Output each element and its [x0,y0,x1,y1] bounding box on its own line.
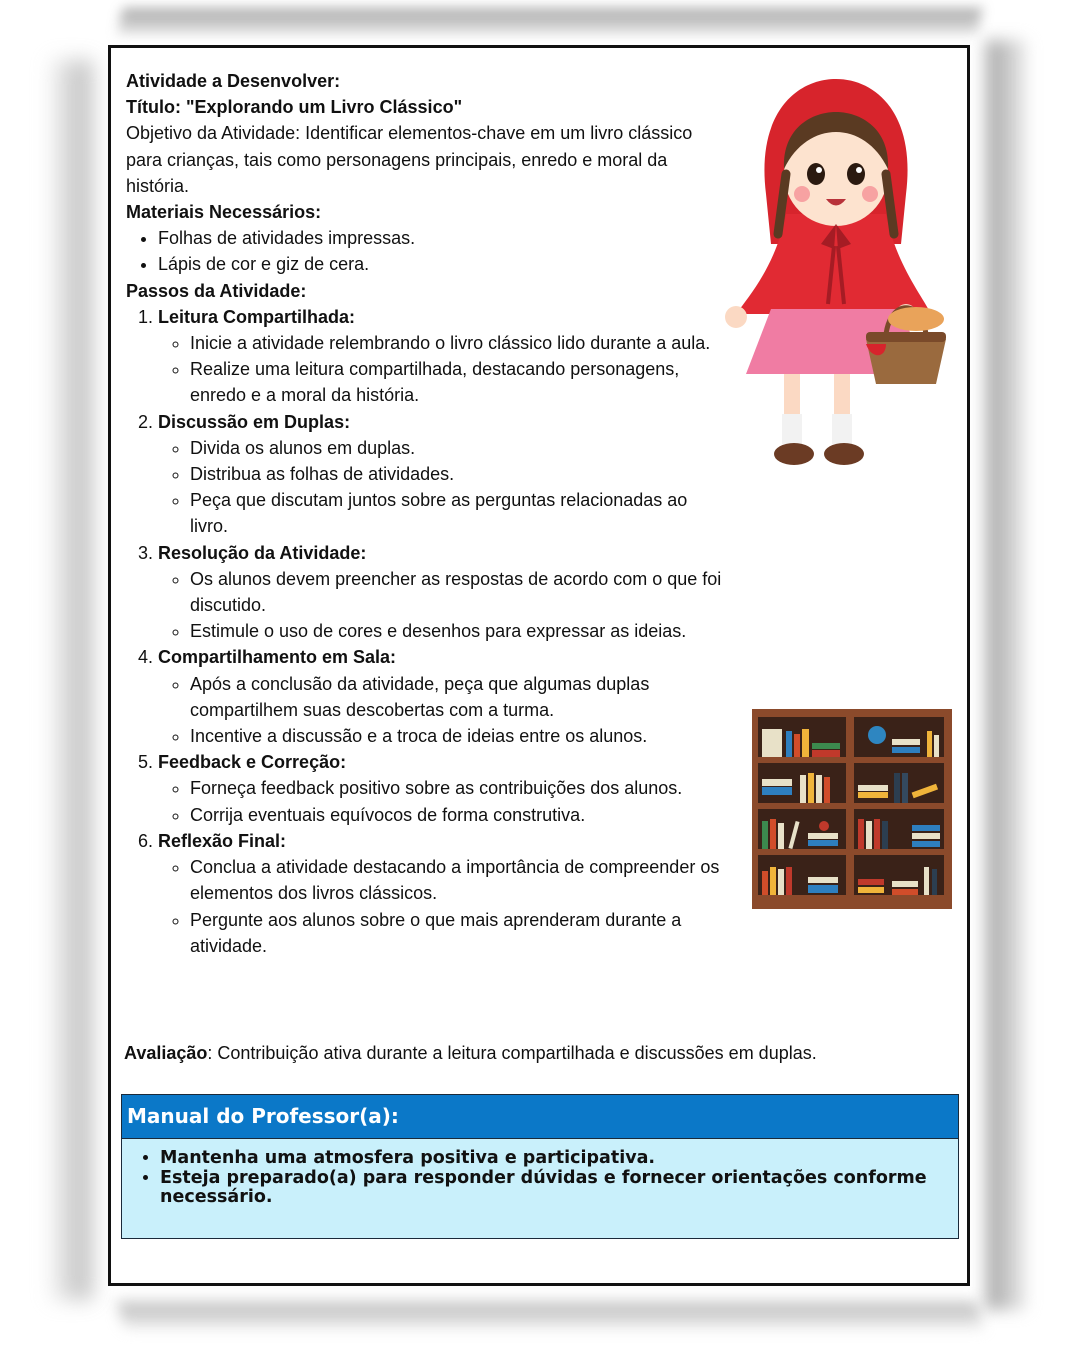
steps-list [126,304,726,959]
materials-heading: Materiais Necessários: [126,202,322,223]
step-bullet: ◦ Após a conclusão da atividade, peça que algumas duplas compartilhem suas descobertas com a turma. [190,671,726,723]
step-bullets [158,854,726,959]
step-bullet: ◦ Corrija eventuais equívocos de forma construtiva. [190,802,726,828]
activity-title: Título: "Explorando um Livro Clássico" [126,97,463,118]
step-bullet: ◦ Os alunos devem preencher as respostas de acordo com o que foi discutido. [190,566,726,618]
step-bullet: ◦ Inicie a atividade relembrando o livro clássico lido durante a aula. [190,330,726,356]
teacher-manual-list [122,1149,958,1208]
activity-objective: Objetivo da Atividade: Identificar elementos-chave em um livro clássico para crianças, tais como personagens principais, enredo e moral da história. [126,123,693,196]
step-bullet: ◦ Divida os alunos em duplas. [190,435,726,461]
activity-content [126,68,726,959]
page-shadow-left [52,60,92,1300]
step-item [158,304,726,409]
step-bullet: ◦ Distribua as folhas de atividades. [190,461,726,487]
teacher-manual-heading: Manual do Professor(a): [122,1095,958,1139]
step-bullets [158,435,726,540]
activity-heading: Atividade a Desenvolver: [126,71,341,91]
evaluation [124,1040,944,1066]
steps-heading: Passos da Atividade: [126,280,307,301]
materials-item: • Lápis de cor e giz de cera. [158,251,726,277]
step-bullet: ◦ Pergunte aos alunos sobre o que mais aprenderam durante a atividade. [190,907,726,959]
step-item [158,540,726,645]
evaluation-label: Avaliação [124,1043,208,1063]
step-title: Resolução da Atividade: [158,542,367,563]
evaluation-text: : Contribuição ativa durante a leitura compartilhada e discussões em duplas. [207,1043,817,1063]
teacher-manual-item: • Mantenha uma atmosfera positiva e participativa. [160,1149,958,1169]
step-bullets [158,775,726,827]
teacher-manual-item: • Esteja preparado(a) para responder dúvidas e fornecer orientações conforme necessário. [160,1169,958,1208]
page-shadow-right [986,40,1026,1310]
materials-list [126,225,726,277]
step-bullets [158,566,726,645]
step-bullet: ◦ Peça que discutam juntos sobre as perguntas relacionadas ao livro. [190,487,726,539]
step-bullet: ◦ Forneça feedback positivo sobre as contribuições dos alunos. [190,775,726,801]
materials-item: • Folhas de atividades impressas. [158,225,726,251]
page-shadow-bottom [118,1302,983,1328]
step-item [158,409,726,540]
step-bullets [158,330,726,409]
step-title: Compartilhamento em Sala: [158,647,397,668]
step-item [158,644,726,749]
page-shadow-top [118,8,982,34]
step-title: Leitura Compartilhada: [158,306,356,327]
step-item [158,828,726,959]
step-item [158,749,726,828]
teacher-manual-box [121,1094,959,1239]
step-bullet: ◦ Conclua a atividade destacando a importância de compreender os elementos dos livros clássicos. [190,854,726,906]
step-bullet: ◦ Incentive a discussão e a troca de ideias entre os alunos. [190,723,726,749]
step-bullet: ◦ Realize uma leitura compartilhada, destacando personagens, enredo e a moral da história. [190,356,726,408]
bookshelf-illustration [752,709,952,909]
step-title: Feedback e Correção: [158,752,347,773]
step-title: Discussão em Duplas: [158,411,351,432]
step-title: Reflexão Final: [158,830,287,851]
step-bullet: ◦ Estimule o uso de cores e desenhos para expressar as ideias. [190,618,726,644]
little-red-riding-hood-illustration [716,74,956,474]
document-page [108,45,970,1286]
step-bullets [158,671,726,750]
